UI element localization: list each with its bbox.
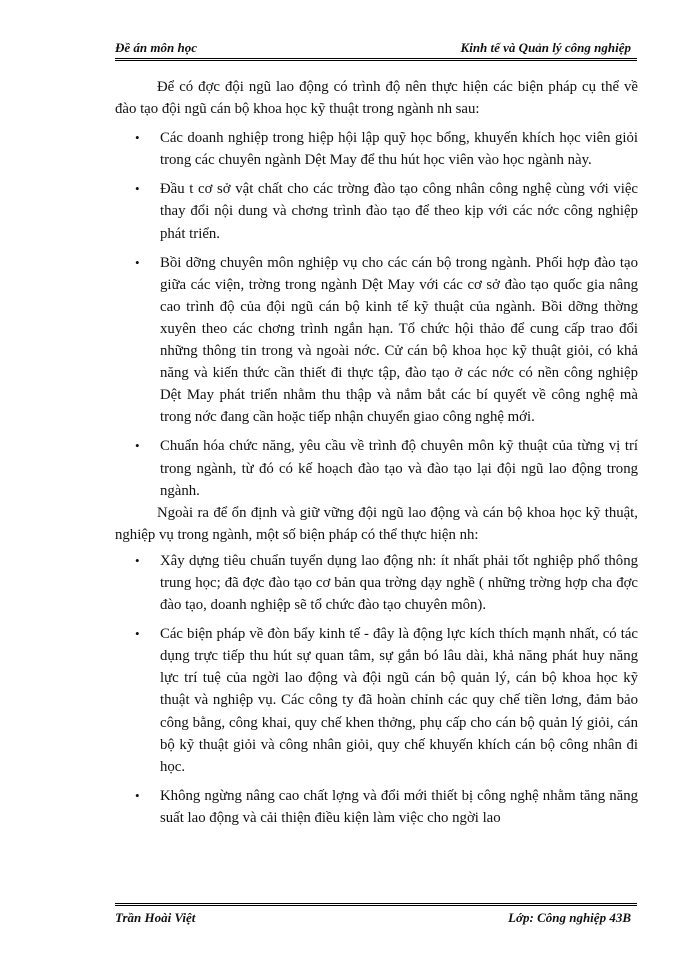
list-item-text: Các doanh nghiệp trong hiệp hội lập quỹ học bổng, khuyến khích học viên giỏi trong các chuyên ngành Dệt May để thu hút học viên vào học ngành này.	[160, 130, 638, 169]
header-course-title: Đề án môn học	[115, 40, 197, 55]
bullet-icon: •	[135, 552, 140, 568]
retention-measures-list	[115, 550, 638, 829]
middle-paragraph: Ngoài ra để ổn định và giữ vững đội ngũ lao động và cán bộ khoa học kỹ thuật, nghiệp vụ trong ngành, một số biện pháp có thể thực hiện nh:	[115, 504, 638, 543]
document-body	[115, 76, 638, 829]
list-item-text: Bồi dỡng chuyên môn nghiệp vụ cho các cán bộ trong ngành. Phối hợp đào tạo giữa các viện, trờng trong ngành Dệt May với các cơ sở đào tạo quốc gia nâng cao trình độ của đội ngũ cán bộ kinh tế kỹ thuật của ngành. Bồi dỡng thờng xuyên theo các chơng trình ngắn hạn. Tổ chức hội thảo để cung cấp trao đổi những thông tin trong và ngoài nớc. Cử cán bộ khoa học kỹ thuật giỏi, có khả năng và kiến thức cần thiết đi thực tập, đào tạo ở các nớc có nền công nghiệp Dệt May phát triển nhằm thu thập và nắm bắt các bí quyết về công nghệ mà trong nớc đang cần hoặc tiếp nhận chuyển giao công nghệ mới.	[160, 254, 638, 426]
list-item	[115, 785, 638, 829]
bullet-icon: •	[135, 254, 140, 270]
list-item	[115, 127, 638, 171]
list-item	[115, 623, 638, 778]
list-item	[115, 178, 638, 244]
bullet-icon: •	[135, 626, 140, 642]
list-item-text: Không ngừng nâng cao chất lợng và đổi mới thiết bị công nghệ nhằm tăng năng suất lao động và cải thiện điều kiện làm việc cho ngời lao	[160, 787, 638, 826]
header-subject: Kinh tế và Quản lý công nghiệp	[460, 40, 631, 55]
list-item-text: Xây dựng tiêu chuẩn tuyển dụng lao động nh: ít nhất phải tốt nghiệp phổ thông trung học; đã đợc đào tạo cơ bản qua trờng dạy nghề ( những trờng hợp cha đợc đào tạo, doanh nghiệp sẽ tổ chức đào tạo chuyên môn).	[160, 552, 638, 614]
bullet-icon: •	[135, 438, 140, 454]
list-item	[115, 435, 638, 501]
page-header	[115, 38, 637, 61]
page-footer	[115, 903, 637, 927]
list-item-text: Đầu t cơ sở vật chất cho các trờng đào tạo công nhân công nghệ cùng với việc thay đổi nội dung và chơng trình đào tạo để theo kịp với các nớc công nghiệp phát triển.	[160, 181, 638, 242]
training-measures-list	[115, 127, 638, 502]
bullet-icon: •	[135, 181, 140, 197]
footer-author: Trần Hoài Việt	[115, 910, 196, 925]
list-item-text: Các biện pháp về đòn bẩy kinh tế - đây là động lực kích thích mạnh nhất, có tác dụng trực tiếp thu hút sự quan tâm, sự gắn bó lâu dài, khả năng phát huy năng lực trí tuệ của ngời lao động và đội ngũ cán bộ quản lý, cán bộ khoa học kỹ thuật và nghiệp vụ. Các công ty đã hoàn chỉnh các quy chế tiền lơng, đảm bảo công bằng, công khai, quy chế khen thởng, phụ cấp cho cán bộ quản lý giỏi, cán bộ kỹ thuật giỏi và công nhân giỏi, quy chế khuyến khích cán bộ công nhân đi học.	[160, 626, 638, 775]
bullet-icon: •	[135, 787, 140, 803]
list-item-text: Chuẩn hóa chức năng, yêu cầu về trình độ chuyên môn kỹ thuật của từng vị trí trong ngành, từ đó có kế hoạch đào tạo và đào tạo lại đội ngũ lao động trong ngành.	[160, 438, 638, 499]
list-item	[115, 252, 638, 429]
bullet-icon: •	[135, 130, 140, 146]
list-item	[115, 550, 638, 616]
footer-class: Lớp: Công nghiệp 43B	[508, 910, 631, 925]
intro-paragraph: Để có đợc đội ngũ lao động có trình độ nên thực hiện các biện pháp cụ thể về đào tạo đội ngũ cán bộ khoa học kỹ thuật trong ngành nh sau:	[115, 79, 638, 118]
